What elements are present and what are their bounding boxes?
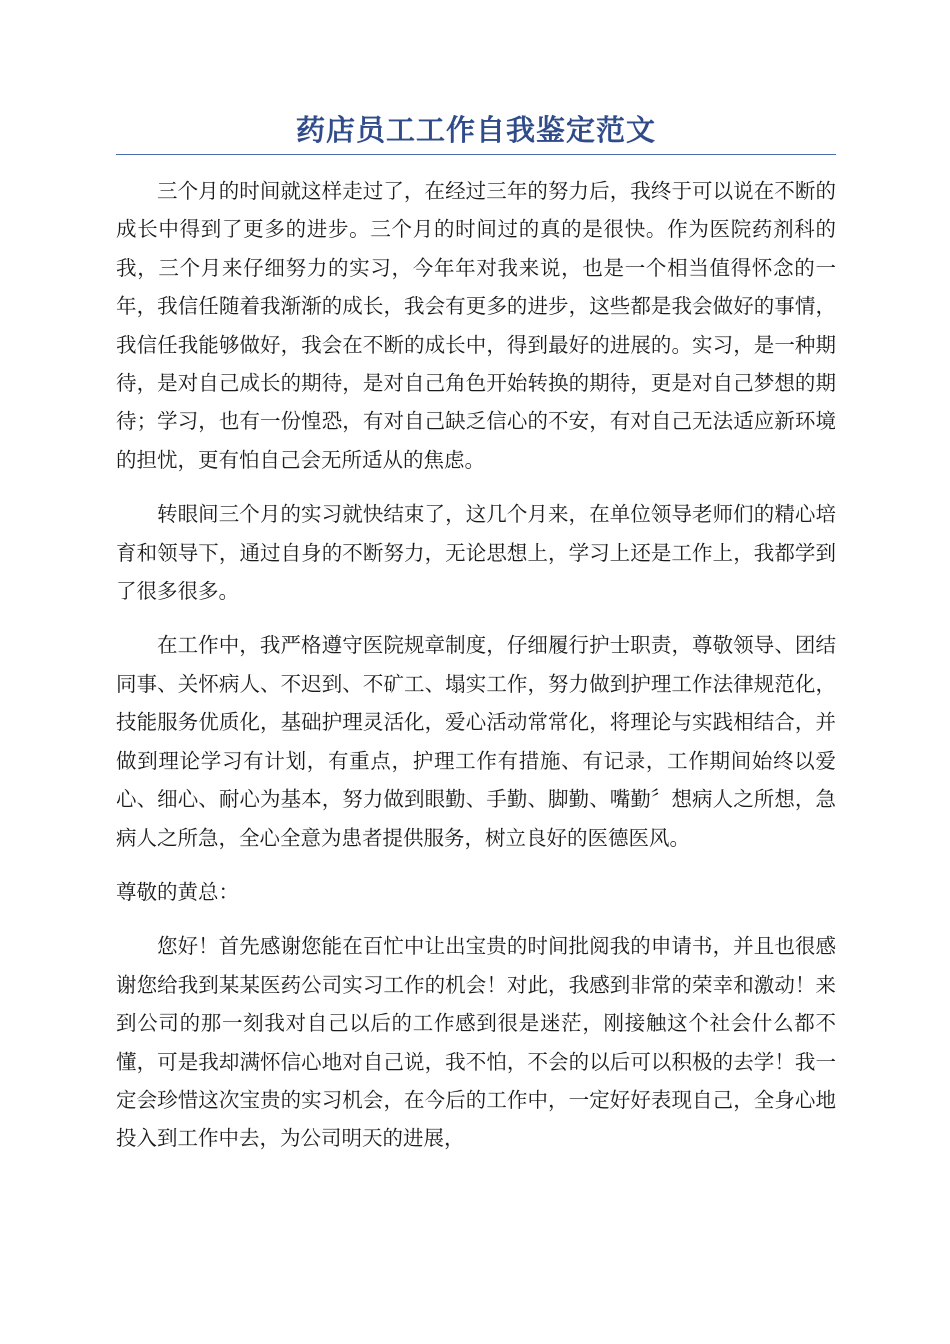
document-body [116,172,836,1158]
paragraph-1: 三个月的时间就这样走过了，在经过三年的努力后，我终于可以说在不断的成长中得到了更多的进步。三个月的时间过的真的是很快。作为医院药剂科的我，三个月来仔细努力的实习，今年年对我来说，也是一个相当值得怀念的一年，我信任随着我渐渐的成长，我会有更多的进步，这些都是我会做好的事情，我信任我能够做好，我会在不断的成长中，得到最好的进展的。实习，是一种期待，是对自己成长的期待，是对自己角色开始转换的期待，更是对自己梦想的期待；学习，也有一份惶恐，有对自己缺乏信心的不安，有对自己无法适应新环境的担忧，更有怕自己会无所适从的焦虑。 [116,179,836,472]
document-page [116,108,836,1174]
letter-paragraph: 您好！首先感谢您能在百忙中让出宝贵的时间批阅我的申请书，并且也很感谢您给我到某某医药公司实习工作的机会！对此，我感到非常的荣幸和激动！来到公司的那一刻我对自己以后的工作感到很是迷茫，刚接触这个社会什么都不懂，可是我却满怀信心地对自己说，我不怕，不会的以后可以积极的去学！我一定会珍惜这次宝贵的实习机会，在今后的工作中，一定好好表现自己，全身心地投入到工作中去，为公司明天的进展， [116,934,836,1151]
letter-salutation: 尊敬的黄总： [116,879,239,904]
paragraph-2: 转眼间三个月的实习就快结束了，这几个月来，在单位领导老师们的精心培育和领导下，通过自身的不断努力，无论思想上，学习上还是工作上，我都学到了很多很多。 [116,502,836,604]
document-title: 药店员工工作自我鉴定范文 [295,113,656,147]
title-underline [116,154,836,155]
paragraph-3: 在工作中，我严格遵守医院规章制度，仔细履行护士职责，尊敬领导、团结同事、关怀病人、不迟到、不矿工、塌实工作，努力做到护理工作法律规范化，技能服务优质化，基础护理灵活化，爱心活动常常化，将理论与实践相结合，并做到理论学习有计划，有重点，护理工作有措施、有记录，工作期间始终以爱心、细心、耐心为基本，努力做到眼勤、手勤、脚勤、嘴勤〞想病人之所想，急病人之所急，全心全意为患者提供服务，树立良好的医德医风。 [116,633,836,850]
